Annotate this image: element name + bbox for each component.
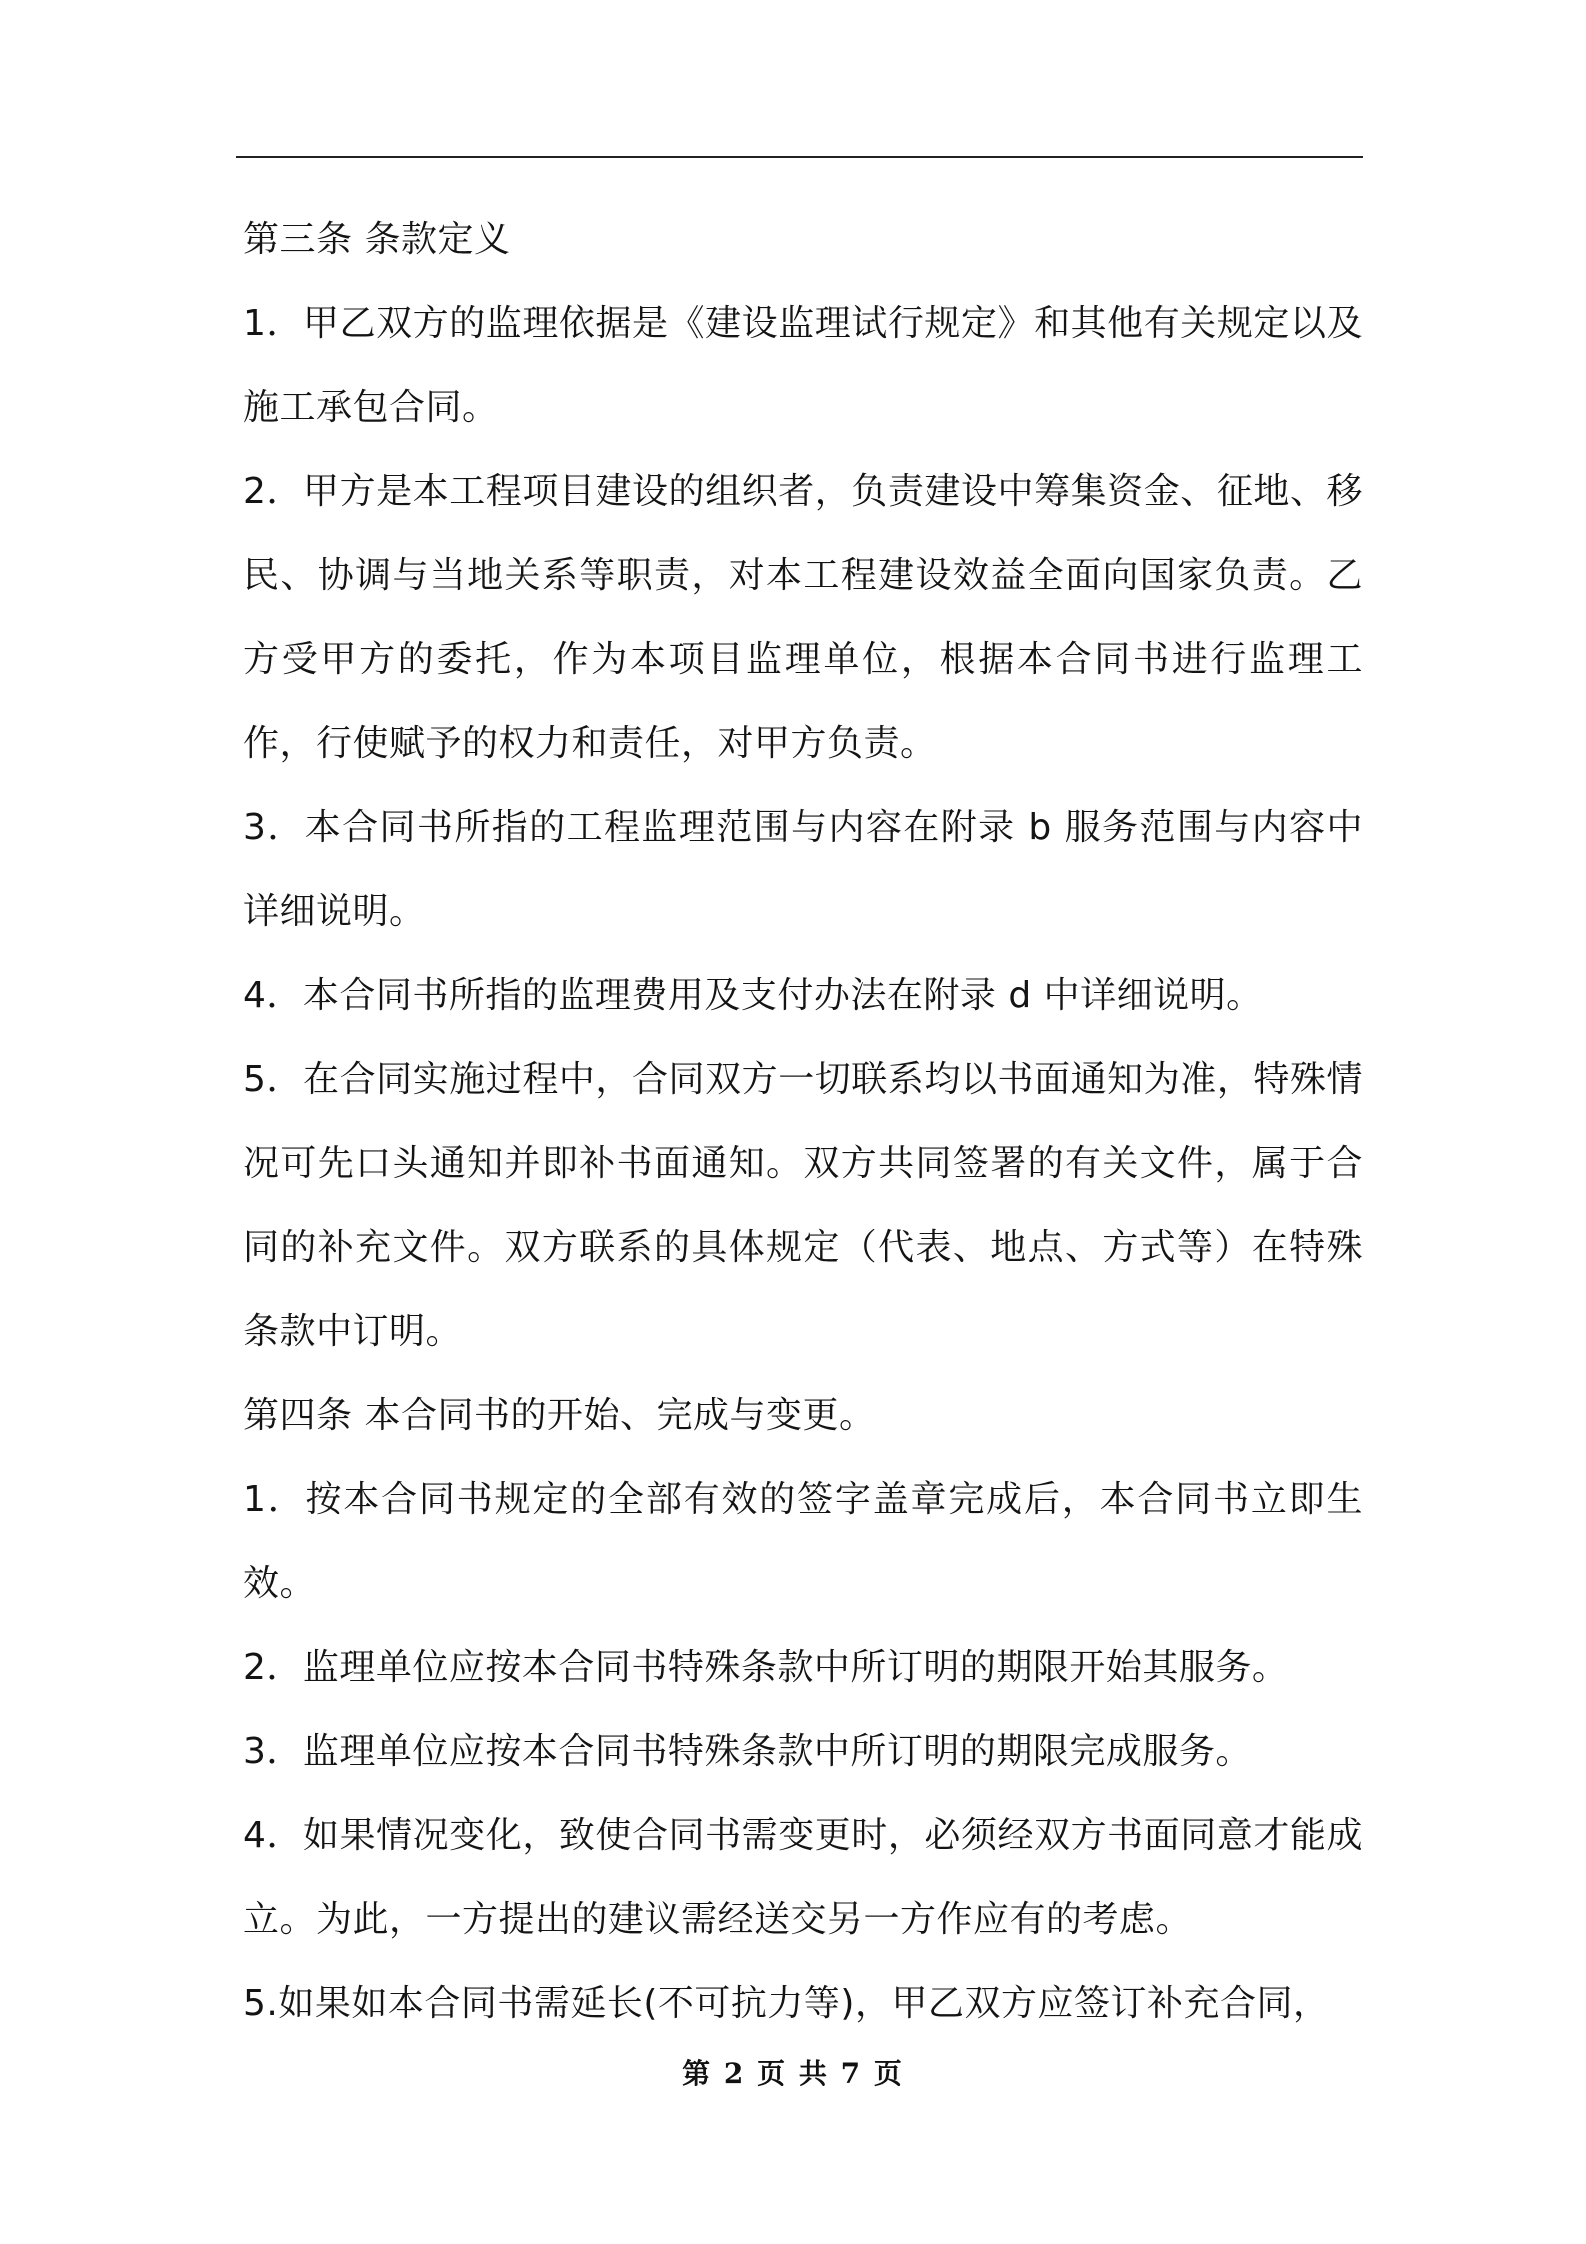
page-number: 第 2 页 共 7 页 [682,2057,904,2090]
article-3-clause-2: 2．甲方是本工程项目建设的组织者，负责建设中筹集资金、征地、移民、协调与当地关系等职责，对本工程建设效益全面向国家负责。乙方受甲方的委托，作为本项目监理单位，根据本合同书进行监理工作，行使赋予的权力和责任，对甲方负责。 [243,471,1363,764]
article-4-clause-4: 4．如果情况变化，致使合同书需变更时，必须经双方书面同意才能成立。为此，一方提出的建议需经送交另一方作应有的考虑。 [243,1815,1363,1940]
contract-body [243,198,1363,2046]
article-3-clause-3: 3．本合同书所指的工程监理范围与内容在附录 b 服务范围与内容中详细说明。 [243,807,1363,932]
article-4-clause-5: 5.如果如本合同书需延长(不可抗力等)，甲乙双方应签订补充合同， [243,1983,1330,2024]
article-4-clause-3: 3．监理单位应按本合同书特殊条款中所订明的期限完成服务。 [243,1731,1252,1772]
article-3-clause-1: 1．甲乙双方的监理依据是《建设监理试行规定》和其他有关规定以及施工承包合同。 [243,303,1363,428]
article-4-heading: 第四条 本合同书的开始、完成与变更。 [243,1395,876,1436]
article-4-clause-2: 2．监理单位应按本合同书特殊条款中所订明的期限开始其服务。 [243,1647,1289,1688]
article-3-heading: 第三条 条款定义 [243,219,511,260]
article-4-clause-1: 1．按本合同书规定的全部有效的签字盖章完成后，本合同书立即生效。 [243,1479,1363,1604]
header-rule [236,156,1363,158]
article-3-clause-5: 5．在合同实施过程中，合同双方一切联系均以书面通知为准，特殊情况可先口头通知并即补书面通知。双方共同签署的有关文件，属于合同的补充文件。双方联系的具体规定（代表、地点、方式等）在特殊条款中订明。 [243,1059,1363,1352]
article-3-clause-4: 4．本合同书所指的监理费用及支付办法在附录 d 中详细说明。 [243,975,1263,1016]
